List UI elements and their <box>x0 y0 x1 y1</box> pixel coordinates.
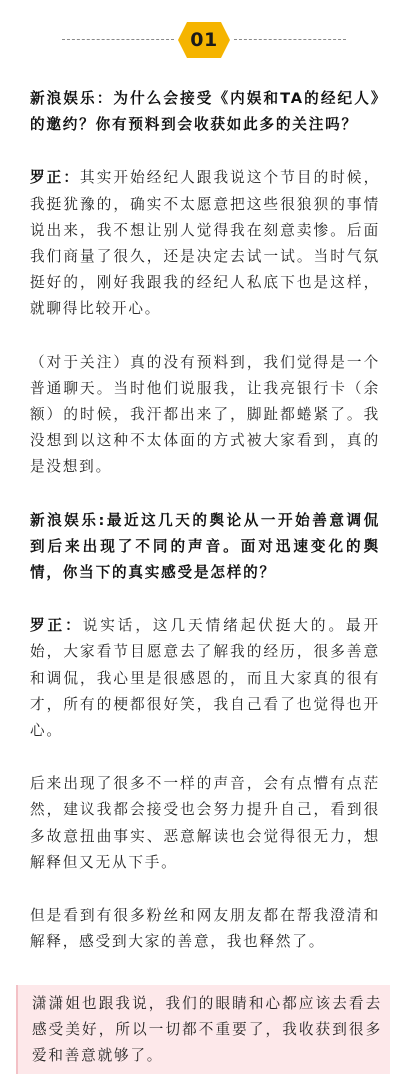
answer-paragraph: （对于关注）真的没有预料到，我们觉得是一个普通聊天。当时他们说服我，让我亮银行卡（余额）的时候，我汗都出来了，脚趾都蜷紧了。我没想到以这种不太体面的方式被大家看到，真的是没想到。 <box>30 353 380 476</box>
section-header <box>0 22 408 58</box>
answer-paragraph: 但是看到有很多粉丝和网友朋友都在帮我澄清和解释，感受到大家的善意，我也释然了。 <box>30 907 380 951</box>
highlight-quote-text: 潇潇姐也跟我说，我们的眼睛和心都应该去看去感受美好，所以一切都不重要了，我收获到很多爱和善意就够了。 <box>32 995 382 1065</box>
dashed-divider-left <box>62 39 174 40</box>
interview-question: 新浪娱乐:最近这几天的舆论从一开始善意调侃到后来出现了不同的声音。面对迅速变化的舆情，你当下的真实感受是怎样的？ <box>30 511 380 582</box>
section-number-badge <box>178 22 230 58</box>
interview-question: 新浪娱乐：为什么会接受《内娱和TA的经纪人》的邀约？你有预料到会收获如此多的关注吗？ <box>30 90 380 134</box>
highlight-quote-box <box>16 985 390 1074</box>
interview-answer <box>30 165 380 322</box>
answer-text: 说实话，这几天情绪起伏挺大的。最开始，大家看节目愿意去了解我的经历，很多善意和调侃，我心里是很感恩的，而且大家真的很有才，所有的梗都很好笑，我自己看了也觉得也开心。 <box>30 617 381 740</box>
answer-paragraph: 后来出现了很多不一样的声音，会有点懵有点茫然，建议我都会接受也会努力提升自己，看到很多故意扭曲事实、恶意解读也会觉得很无力，想解释但又无从下手。 <box>30 775 380 871</box>
interview-answer <box>30 613 380 744</box>
section-number: 01 <box>190 29 218 51</box>
speaker-label: 罗正： <box>30 617 83 635</box>
dashed-divider-right <box>234 39 346 40</box>
article-body <box>30 86 380 982</box>
speaker-label: 罗正： <box>30 169 81 187</box>
answer-text: 其实开始经纪人跟我说这个节目的时候，我挺犹豫的，确实不太愿意把这些很狼狈的事情说出来，我不想让别人觉得我在刻意卖惨。后面我们商量了很久，还是决定去试一试。当时气氛挺好的，刚好我跟我的经纪人私底下也是这样，就聊得比较开心。 <box>30 169 380 318</box>
